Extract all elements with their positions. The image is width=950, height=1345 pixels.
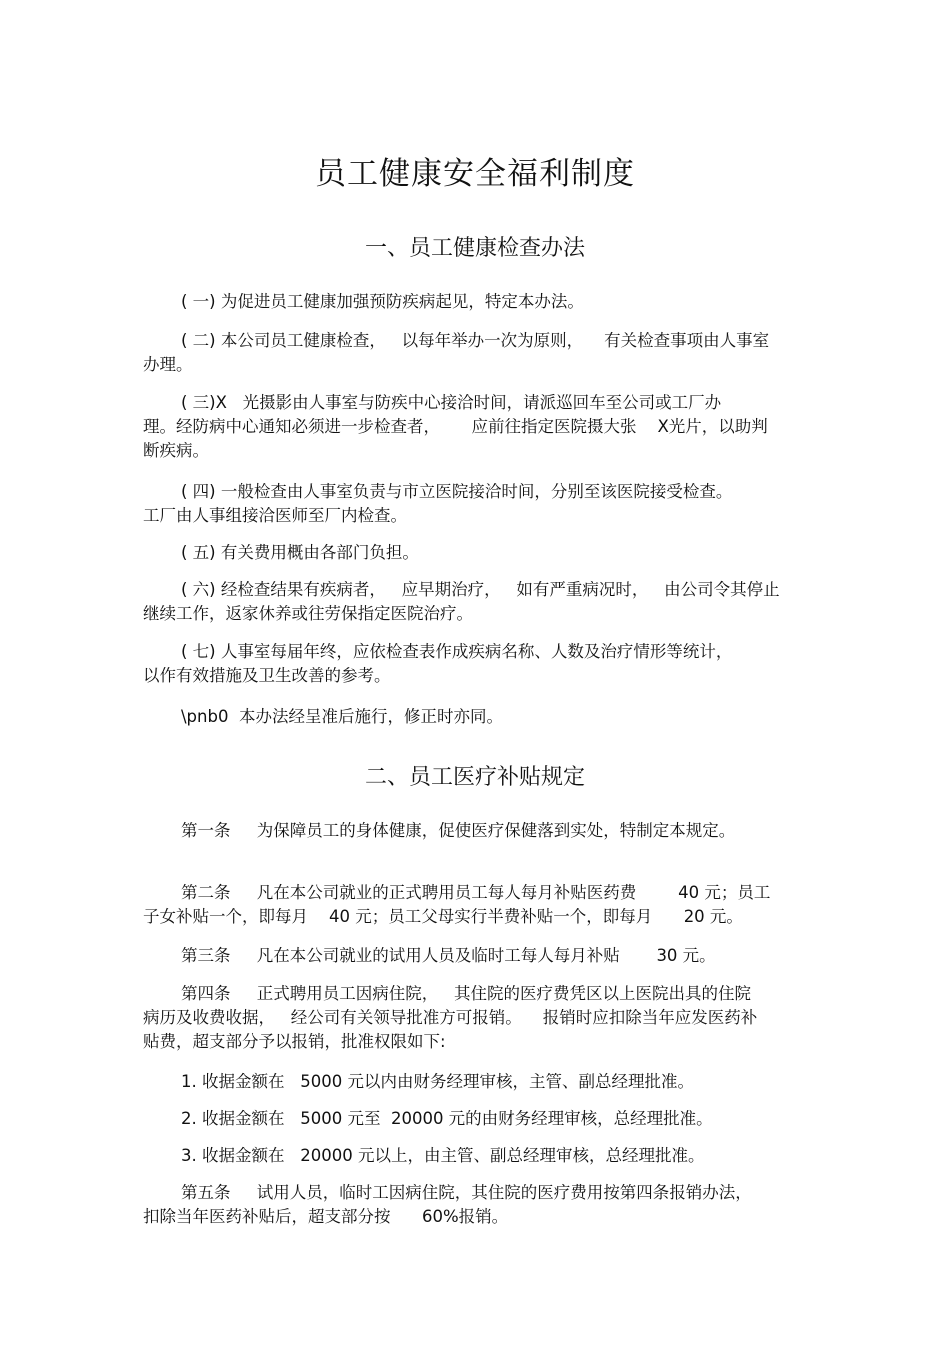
section1-paragraph-6 (143, 578, 808, 626)
paragraph-line: 第一条 为保障员工的身体健康，促使医疗保健落到实处，特制定本规定。 (181, 821, 736, 840)
paragraph-line: 贴费，超支部分予以报销，批准权限如下: (143, 1032, 446, 1051)
section2-article-4 (143, 982, 808, 1054)
paragraph-line: 第四条 正式聘用员工因病住院， 其住院的医疗费凭区以上医院出具的住院 (181, 984, 751, 1003)
paragraph-line: ( 五) 有关费用概由各部门负担。 (181, 543, 419, 562)
paragraph-line: 病历及收费收据， 经公司有关领导批准方可报销。 报销时应扣除当年应发医药补 (143, 1008, 758, 1027)
paragraph-line: 继续工作，返家休养或往劳保指定医院治疗。 (143, 604, 473, 623)
section1-paragraph-8 (143, 705, 808, 729)
section1-paragraph-7 (143, 640, 808, 688)
paragraph-line: 第二条 凡在本公司就业的正式聘用员工每人每月补贴医药费 40 元；员工 (181, 883, 771, 902)
paragraph-line: \pnb0 本办法经呈准后施行，修正时亦同。 (181, 707, 503, 726)
paragraph-line: ( 三)X 光摄影由人事室与防疾中心接洽时间，请派巡回车至公司或工厂办 (181, 393, 722, 412)
paragraph-line: 理。经防病中心通知必须进一步检查者， 应前往指定医院摄大张 X光片，以助判 (143, 417, 768, 436)
approval-item-1 (143, 1070, 808, 1094)
section1-paragraph-4 (143, 480, 808, 528)
section2-article-3 (143, 944, 808, 968)
paragraph-line: 2. 收据金额在 5000 元至 20000 元的由财务经理审核，总经理批准。 (181, 1109, 713, 1128)
paragraph-line: 子女补贴一个，即每月 40 元；员工父母实行半费补贴一个，即每月 20 元。 (143, 907, 743, 926)
paragraph-line: 3. 收据金额在 20000 元以上，由主管、副总经理审核，总经理批准。 (181, 1146, 705, 1165)
section2-article-5 (143, 1181, 808, 1229)
paragraph-line: 工厂由人事组接洽医师至厂内检查。 (143, 506, 407, 525)
section1-paragraph-2 (143, 329, 808, 377)
paragraph-line: ( 一) 为促进员工健康加强预防疾病起见，特定本办法。 (181, 292, 584, 311)
paragraph-line: 断疾病。 (143, 441, 209, 460)
paragraph-line: 扣除当年医药补贴后，超支部分按 60%报销。 (143, 1207, 509, 1226)
section1-heading: 一、员工健康检查办法 (364, 236, 585, 261)
paragraph-line: 以作有效措施及卫生改善的参考。 (143, 666, 391, 685)
paragraph-line: ( 七) 人事室每届年终，应依检查表作成疾病名称、人数及治疗情形等统计， (181, 642, 733, 661)
paragraph-line: 办理。 (143, 355, 193, 374)
section2-heading: 二、员工医疗补贴规定 (364, 765, 585, 790)
paragraph-line: 第五条 试用人员，临时工因病住院，其住院的医疗费用按第四条报销办法， (181, 1183, 752, 1202)
section1-paragraph-1 (143, 290, 808, 314)
section1-paragraph-5 (143, 541, 808, 565)
paragraph-line: ( 四) 一般检查由人事室负责与市立医院接洽时间，分别至该医院接受检查。 (181, 482, 733, 501)
section1-paragraph-3 (143, 391, 808, 463)
paragraph-line: 1. 收据金额在 5000 元以内由财务经理审核，主管、副总经理批准。 (181, 1072, 694, 1091)
paragraph-line: ( 六) 经检查结果有疾病者， 应早期治疗， 如有严重病况时， 由公司令其停止 (181, 580, 780, 599)
paragraph-line: 第三条 凡在本公司就业的试用人员及临时工每人每月补贴 30 元。 (181, 946, 716, 965)
section2-article-2 (143, 881, 808, 929)
section2-article-1 (143, 819, 808, 843)
document-title: 员工健康安全福利制度 (315, 156, 635, 192)
approval-item-2 (143, 1107, 808, 1131)
paragraph-line: ( 二) 本公司员工健康检查， 以每年举办一次为原则， 有关检查事项由人事室 (181, 331, 770, 350)
approval-item-3 (143, 1144, 808, 1168)
